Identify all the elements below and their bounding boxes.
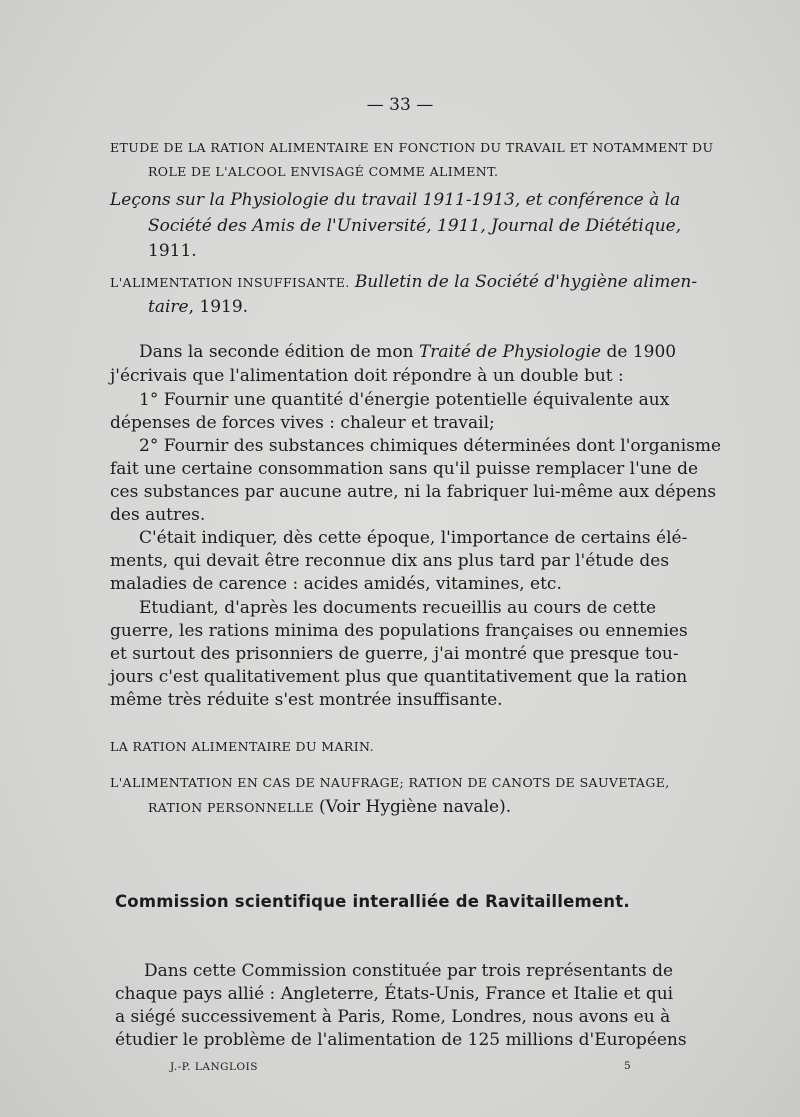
bibliography-entry-5-line-1: L'ALIMENTATION EN CAS DE NAUFRAGE; RATION DE CANOTS DE SAUVETAGE, — [110, 775, 670, 790]
paragraph-1-line-12: Etudiant, d'après les documents recueillis au cours de cette — [139, 598, 657, 618]
paragraph-2-line-3: a siégé successivement à Paris, Rome, Londres, nous avons eu à — [115, 1007, 671, 1027]
paragraph-1-line-9: C'était indiquer, dès cette époque, l'importance de certains élé- — [139, 528, 688, 548]
paragraph-2-line-4: étudier le problème de l'alimentation de 125 millions d'Européens — [115, 1030, 687, 1050]
bibliography-entry-1-line-2: ROLE DE L'ALCOOL ENVISAGÉ COMME ALIMENT. — [148, 164, 499, 179]
paragraph-1-line-14: et surtout des prisonniers de guerre, j'ai montré que presque tou- — [110, 644, 679, 664]
paragraph-1-line-8: des autres. — [110, 505, 206, 525]
paragraph-1-line-15: jours c'est qualitativement plus que quantitativement que la ration — [110, 667, 688, 687]
entry-3-journal: Bulletin de la Société d'hygiène alimen- — [354, 272, 698, 292]
paragraph-1-book-title: Traité de Physiologie — [418, 342, 602, 362]
bibliography-entry-3-line-2 — [148, 297, 248, 317]
entry-3-title: L'ALIMENTATION INSUFFISANTE. — [110, 275, 350, 290]
bibliography-entry-1-line-1: ETUDE DE LA RATION ALIMENTAIRE EN FONCTION DU TRAVAIL ET NOTAMMENT DU — [110, 140, 714, 155]
paragraph-2-line-1: Dans cette Commission constituée par trois représentants de — [144, 961, 674, 981]
paragraph-1-line-2: j'écrivais que l'alimentation doit répondre à un double but : — [110, 366, 624, 386]
paragraph-1-line-6: fait une certaine consommation sans qu'il puisse remplacer l'une de — [110, 459, 699, 479]
paragraph-1-text-b: de 1900 — [606, 342, 677, 362]
footer-signature: 5 — [624, 1060, 632, 1072]
page-number: — 33 — — [366, 95, 434, 115]
bibliography-entry-5-line-2 — [148, 797, 511, 817]
paragraph-1-line-1 — [139, 342, 676, 362]
paragraph-1-text-a: Dans la seconde édition de mon — [139, 342, 414, 362]
bibliography-entry-2-line-1: Leçons sur la Physiologie du travail 1911-1913, et conférence à la — [110, 190, 681, 210]
entry-5-reference: (Voir Hygiène navale). — [318, 797, 512, 817]
paragraph-1-line-10: ments, qui devait être reconnue dix ans plus tard par l'étude des — [110, 551, 670, 571]
paragraph-2-line-2: chaque pays allié : Angleterre, États-Unis, France et Italie et qui — [115, 984, 674, 1004]
bibliography-entry-4: LA RATION ALIMENTAIRE DU MARIN. — [110, 739, 374, 754]
paragraph-1-line-5: 2° Fournir des substances chimiques déterminées dont l'organisme — [139, 436, 722, 456]
paragraph-1-line-7: ces substances par aucune autre, ni la fabriquer lui-même aux dépens — [110, 482, 717, 502]
paragraph-1-line-3: 1° Fournir une quantité d'énergie potentielle équivalente aux — [139, 390, 670, 410]
paragraph-1-line-16: même très réduite s'est montrée insuffisante. — [110, 690, 503, 710]
entry-3-year: , 1919. — [188, 297, 249, 317]
bibliography-entry-2-line-3: 1911. — [148, 241, 197, 261]
bibliography-entry-2-line-2: Société des Amis de l'Université, 1911, Journal de Diététique, — [148, 216, 682, 236]
section-heading: Commission scientifique interalliée de Ravitaillement. — [115, 892, 630, 911]
entry-3-journal-end: taire — [148, 297, 189, 317]
paragraph-1-line-11: maladies de carence : acides amidés, vitamines, etc. — [110, 574, 562, 594]
paragraph-1-line-13: guerre, les rations minima des populations françaises ou ennemies — [110, 621, 688, 641]
paragraph-1-line-4: dépenses de forces vives : chaleur et travail; — [110, 413, 495, 433]
footer-author: J.-P. LANGLOIS — [170, 1061, 258, 1073]
entry-5-title-end: RATION PERSONNELLE — [148, 800, 314, 815]
bibliography-entry-3-line-1 — [110, 272, 697, 292]
